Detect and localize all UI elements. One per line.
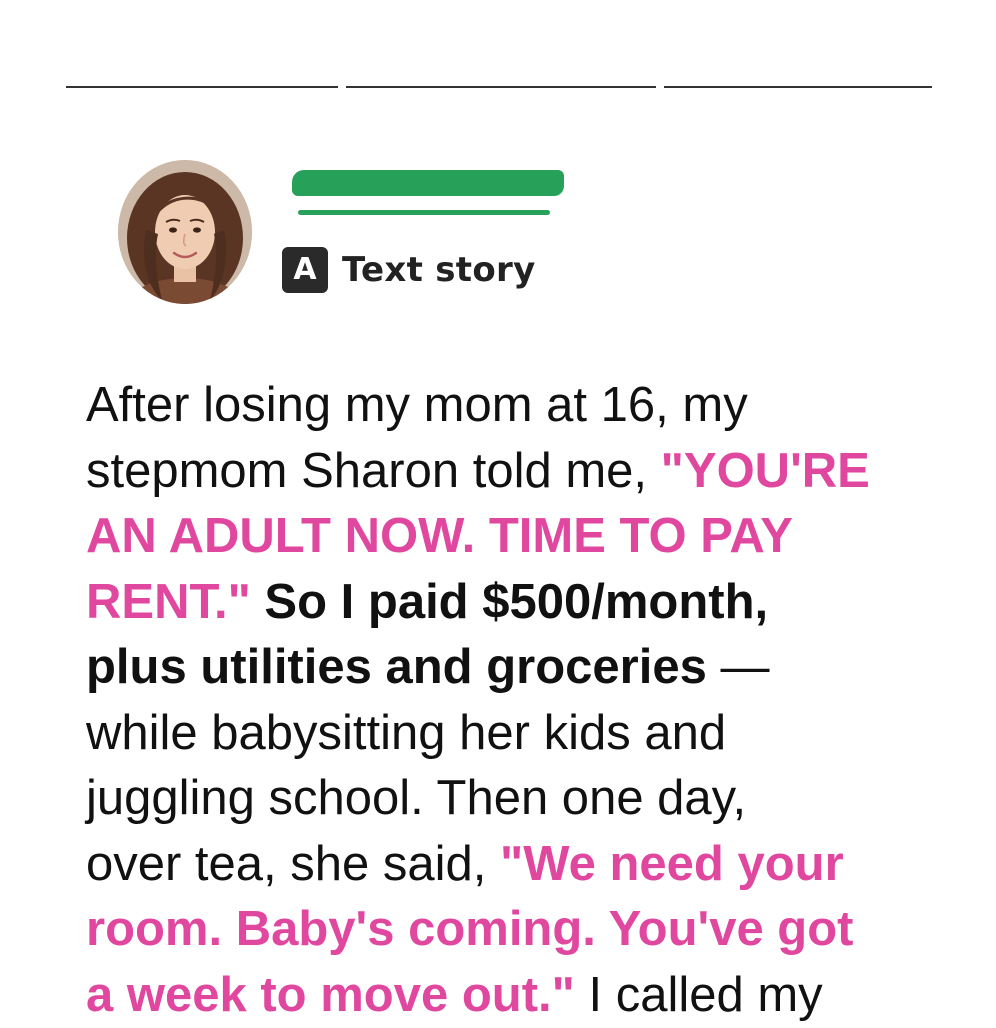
redacted-name: [292, 170, 564, 218]
avatar-portrait-icon: [118, 160, 252, 304]
story-line: [86, 832, 956, 898]
story-line: [86, 373, 956, 439]
story-segment: over tea, she said,: [86, 837, 500, 891]
story-segment: stepmom Sharon told me,: [86, 444, 661, 498]
redacted-subtitle-bar: [298, 210, 550, 215]
story-line: [86, 701, 956, 767]
story-emphasis: So I paid $500/month,: [251, 575, 768, 629]
letter-a-icon: A: [282, 247, 328, 293]
divider-segment: [66, 86, 338, 88]
story-segment: juggling school. Then one day,: [86, 771, 746, 825]
story-line: [86, 766, 956, 832]
redacted-name-bar: [292, 170, 564, 196]
story-line: [86, 439, 956, 505]
avatar: [118, 160, 252, 304]
story-line: [86, 963, 956, 1028]
story-segment: while babysitting her kids and: [86, 706, 726, 760]
story-segment: —: [707, 640, 770, 694]
divider-segment: [346, 86, 656, 88]
story-quote: a week to move out.": [86, 968, 575, 1022]
story-segment: After losing my mom at 16, my: [86, 378, 748, 432]
story-emphasis: plus utilities and groceries: [86, 640, 707, 694]
story-line: [86, 897, 956, 963]
story-segment: I called my: [575, 968, 823, 1022]
story-type-label: Text story: [342, 250, 536, 290]
story-quote: AN ADULT NOW. TIME TO PAY: [86, 509, 793, 563]
story-quote: "We need your: [500, 837, 844, 891]
story-text: [86, 373, 956, 1028]
divider-segment: [664, 86, 932, 88]
story-quote: RENT.": [86, 575, 251, 629]
story-line: [86, 570, 956, 636]
story-type-badge: [282, 247, 536, 293]
story-line: [86, 635, 956, 701]
story-quote: room. Baby's coming. You've got: [86, 902, 854, 956]
top-divider: [66, 86, 932, 89]
story-quote: "YOU'RE: [661, 444, 870, 498]
story-line: [86, 504, 956, 570]
